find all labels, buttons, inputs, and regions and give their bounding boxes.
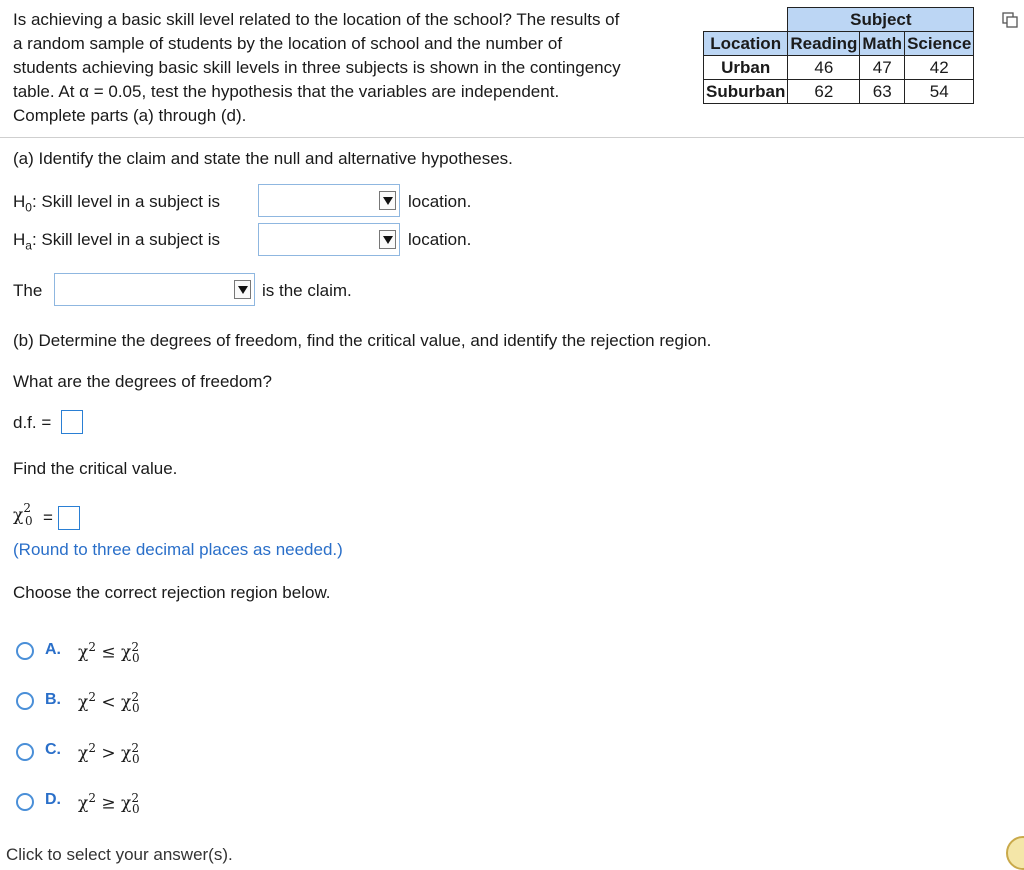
prompt-line: table. At α = 0.05, test the hypothesis that the variables are independent. [13, 82, 560, 101]
h0-suffix: location. [408, 192, 472, 211]
option-d-radio[interactable] [16, 793, 34, 811]
cv-equals: = [43, 508, 53, 527]
prompt-line: Is achieving a basic skill level related to the location of the school? The results of [13, 10, 620, 29]
option-c-expression[interactable]: $\chi^2 > \chi^2_0$ [78, 741, 140, 767]
table-row [704, 80, 974, 104]
contingency-table [703, 7, 974, 104]
option-c-letter: C. [45, 741, 61, 758]
column-header: Reading [788, 32, 860, 56]
chi-square-critical-symbol: $\chi^2_0$ [13, 501, 33, 529]
critical-value-input[interactable] [58, 506, 80, 530]
subject-header: Subject [788, 8, 974, 32]
column-header: Science [905, 32, 974, 56]
row-label: Urban [704, 56, 788, 80]
h0-dropdown[interactable] [258, 184, 400, 217]
prompt-line: a random sample of students by the location of school and the number of [13, 34, 563, 53]
copy-table-icon[interactable] [1002, 12, 1018, 28]
column-header: Math [860, 32, 905, 56]
row-label: Suburban [704, 80, 788, 104]
df-label: d.f. = [13, 413, 52, 432]
help-icon[interactable] [1006, 836, 1024, 870]
claim-prefix: The [13, 281, 43, 300]
footer-hint: Click to select your answer(s). [6, 845, 233, 864]
df-question: What are the degrees of freedom? [13, 372, 272, 391]
problem-statement [13, 8, 703, 128]
table-cell: 42 [905, 56, 974, 80]
option-b-radio[interactable] [16, 692, 34, 710]
option-d-letter: D. [45, 791, 61, 808]
prompt-line: Complete parts (a) through (d). [13, 106, 247, 125]
ha-dropdown[interactable] [258, 223, 400, 256]
df-input[interactable] [61, 410, 83, 434]
table-cell: 54 [905, 80, 974, 104]
option-a-letter: A. [45, 641, 61, 658]
option-c-radio[interactable] [16, 743, 34, 761]
prompt-line: students achieving basic skill levels in three subjects is shown in the contingency [13, 58, 621, 77]
choose-prompt: Choose the correct rejection region below. [13, 583, 331, 602]
table-cell: 46 [788, 56, 860, 80]
chevron-down-icon [234, 280, 251, 299]
claim-suffix: is the claim. [262, 281, 352, 300]
cv-question: Find the critical value. [13, 459, 178, 478]
chevron-down-icon [379, 230, 396, 249]
option-b-expression[interactable]: $\chi^2 < \chi^2_0$ [78, 690, 140, 716]
round-note: (Round to three decimal places as needed.) [13, 540, 343, 559]
table-cell: 63 [860, 80, 905, 104]
ha-suffix: location. [408, 230, 472, 249]
h0-label: $H_0$: Skill level in a subject is [13, 192, 220, 215]
chevron-down-icon [379, 191, 396, 210]
table-cell: 62 [788, 80, 860, 104]
part-a-heading: (a) Identify the claim and state the null and alternative hypotheses. [13, 149, 513, 168]
option-d-expression[interactable]: $\chi^2 \ge \chi^2_0$ [78, 791, 140, 817]
column-header: Location [704, 32, 788, 56]
ha-label: $H_a$: Skill level in a subject is [13, 230, 220, 253]
claim-dropdown[interactable] [54, 273, 255, 306]
option-b-letter: B. [45, 691, 61, 708]
part-b-heading: (b) Determine the degrees of freedom, find the critical value, and identify the rejection region. [13, 331, 712, 350]
option-a-expression[interactable]: $\chi^2 \le \chi^2_0$ [78, 640, 140, 666]
table-row [704, 56, 974, 80]
table-cell: 47 [860, 56, 905, 80]
option-a-radio[interactable] [16, 642, 34, 660]
divider [0, 137, 1024, 138]
